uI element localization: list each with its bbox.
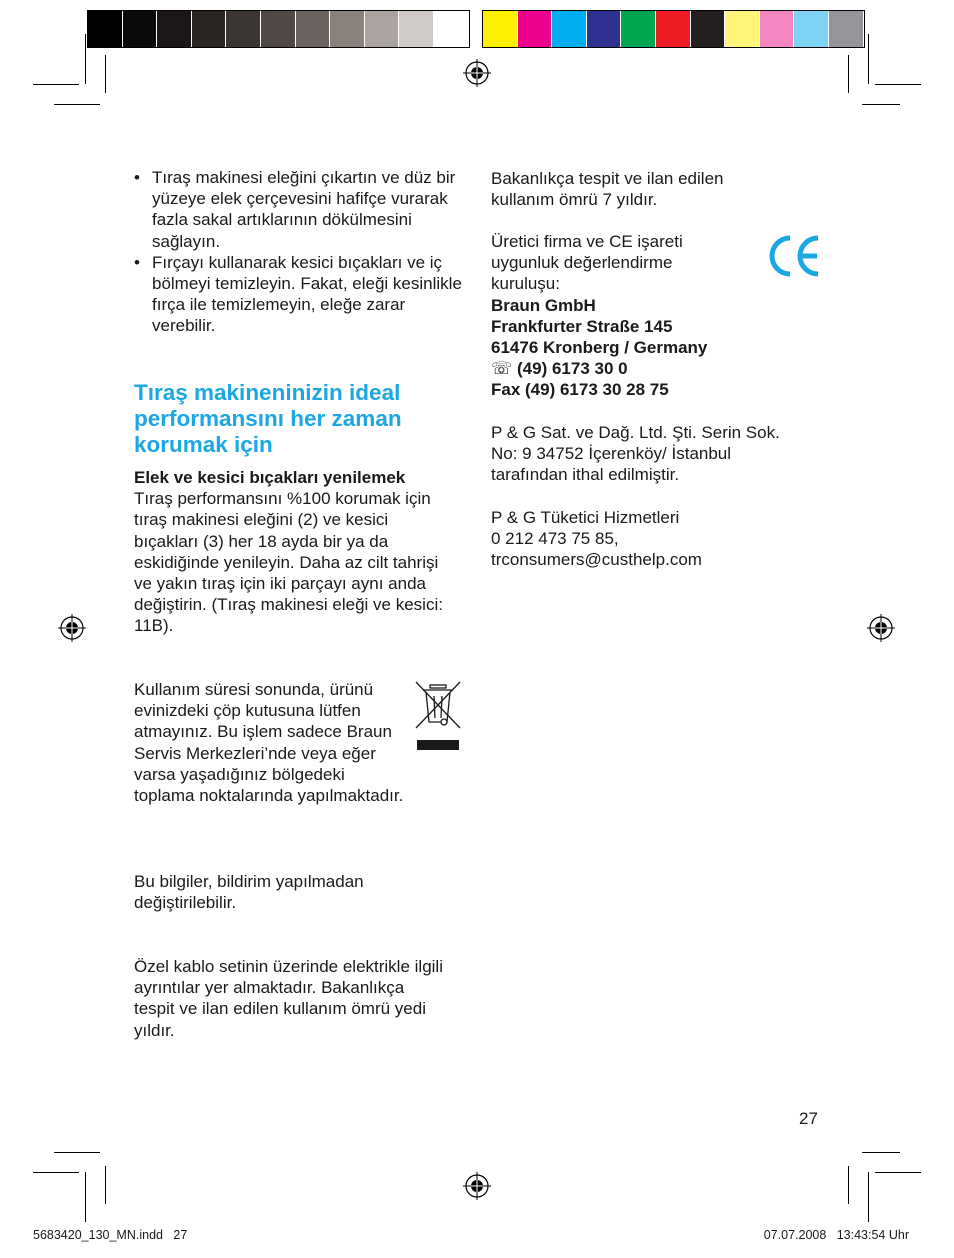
color-swatch <box>518 11 553 47</box>
color-swatch <box>760 11 795 47</box>
crop-mark <box>868 1172 869 1222</box>
company-name: Braun GmbH <box>491 295 596 315</box>
bullet: • <box>134 252 140 272</box>
crop-mark <box>54 104 100 105</box>
crop-mark <box>33 1172 79 1173</box>
color-swatch <box>691 11 726 47</box>
registration-mark-icon <box>463 1172 491 1200</box>
crop-mark <box>33 84 79 85</box>
color-swatch <box>123 11 158 47</box>
color-swatch <box>296 11 331 47</box>
subheading: Elek ve kesici bıçakları yenilemek <box>134 468 406 487</box>
cable-text: Özel kablo setinin üzerinde elektrikle ilgili ayrıntılar yer almaktadır. Bakanlıkça tespit ve ilan edilen kullanım ömrü yedi yıldır. <box>134 957 443 1040</box>
crop-mark <box>862 104 900 105</box>
color-swatch <box>226 11 261 47</box>
color-swatch <box>725 11 760 47</box>
color-swatch <box>157 11 192 47</box>
company-street: Frankfurter Straße 145 <box>491 316 673 336</box>
registration-mark-icon <box>58 614 86 642</box>
manufacturer-block <box>491 231 741 401</box>
importer-text: P & G Sat. ve Dağ. Ltd. Şti. Serin Sok. No: 9 34752 İçerenköy/ İstanbul tarafından ithal edilmiştir. <box>491 423 780 485</box>
color-bar-color <box>482 10 865 48</box>
crop-mark <box>875 84 921 85</box>
footer-file-info: 5683420_130_MN.indd 27 <box>33 1228 188 1242</box>
consumer-services: P & G Tüketici Hizmetleri <box>491 508 680 527</box>
crop-mark <box>848 1166 849 1204</box>
disposal-text: Kullanım süresi sonunda, ürünü evinizdeki çöp kutusuna lütfen atmayınız. Bu işlem sadece Braun Servis Merkezleri’nde veya eğer varsa yaşadığınız bölgedeki toplama noktalarında yapılmaktadır. <box>134 680 404 806</box>
registration-mark-icon <box>463 59 491 87</box>
color-swatch <box>365 11 400 47</box>
crop-mark <box>862 1152 900 1153</box>
crop-mark <box>868 34 869 84</box>
crop-mark <box>85 34 86 84</box>
section-heading: Tıraş makineninizin ideal performansını her zaman korumak için <box>134 380 402 457</box>
list-item <box>134 167 464 252</box>
ce-mark-icon <box>768 232 822 280</box>
phone-icon: ☏ <box>491 359 513 379</box>
color-swatch <box>656 11 691 47</box>
company-fax: Fax (49) 6173 30 28 75 <box>491 380 669 400</box>
color-swatch <box>552 11 587 47</box>
notice-text: Bu bilgiler, bildirim yapılmadan değiştirilebilir. <box>134 872 364 913</box>
bullet-text: Fırçayı kullanarak kesici bıçakları ve iç bölmeyi temizleyin. Fakat, eleği kesinlikle fırça ile temizlemeyin, eleğe zarar verebilir. <box>152 252 462 336</box>
color-swatch <box>483 11 518 47</box>
footer-timestamp: 07.07.2008 13:43:54 Uhr <box>763 1228 909 1242</box>
consumer-phone: 0 212 473 75 85, <box>491 529 619 549</box>
color-swatch <box>261 11 296 47</box>
color-swatch <box>434 11 469 47</box>
list-item <box>134 252 464 337</box>
company-city: 61476 Kronberg / Germany <box>491 338 708 358</box>
phone-number: (49) 6173 30 0 <box>517 359 628 379</box>
color-swatch <box>794 11 829 47</box>
color-swatch <box>587 11 622 47</box>
color-swatch <box>192 11 227 47</box>
crop-mark <box>875 1172 921 1173</box>
lifetime-text: Bakanlıkça tespit ve ilan edilen kullanım ömrü 7 yıldır. <box>491 169 724 210</box>
crop-mark <box>54 1152 100 1153</box>
replace-text: Tıraş performansını %100 korumak için tıraş makinesi eleğini (2) ve kesici bıçakları (3) her 18 ayda bir ya da eskidiğinde yenileyin. Daha az cilt tahrişi ve yakın tıraş için iki parçayı aynı anda değiştirin. (Tıraş makinesi eleği ve kesici: 11B). <box>134 489 443 636</box>
color-swatch <box>621 11 656 47</box>
bullet: • <box>134 168 140 187</box>
color-swatch <box>88 11 123 47</box>
page-number: 27 <box>799 1109 818 1128</box>
consumer-email: trconsumers@custhelp.com <box>491 550 702 570</box>
color-swatch <box>829 11 864 47</box>
crop-mark <box>105 55 106 93</box>
company-phone <box>491 358 741 379</box>
registration-mark-icon <box>867 614 895 642</box>
color-swatch <box>330 11 365 47</box>
crop-mark <box>848 55 849 93</box>
crop-mark <box>85 1172 86 1222</box>
bullet-text: Tıraş makinesi eleğini çıkartın ve düz bir yüzeye elek çerçevesini hafifçe vurarak fazla sakal artıklarının dökülmesini sağlayın. <box>152 168 456 251</box>
replace-section <box>134 467 444 637</box>
manufacturer-intro: Üretici firma ve CE işareti uygunluk değerlendirme kuruluşu: <box>491 232 683 294</box>
color-bar-grayscale <box>87 10 470 48</box>
color-swatch <box>399 11 434 47</box>
consumer-block <box>491 507 791 571</box>
crop-mark <box>105 1166 106 1204</box>
cleaning-bullets <box>134 167 464 337</box>
crossed-bin-icon <box>414 680 462 752</box>
